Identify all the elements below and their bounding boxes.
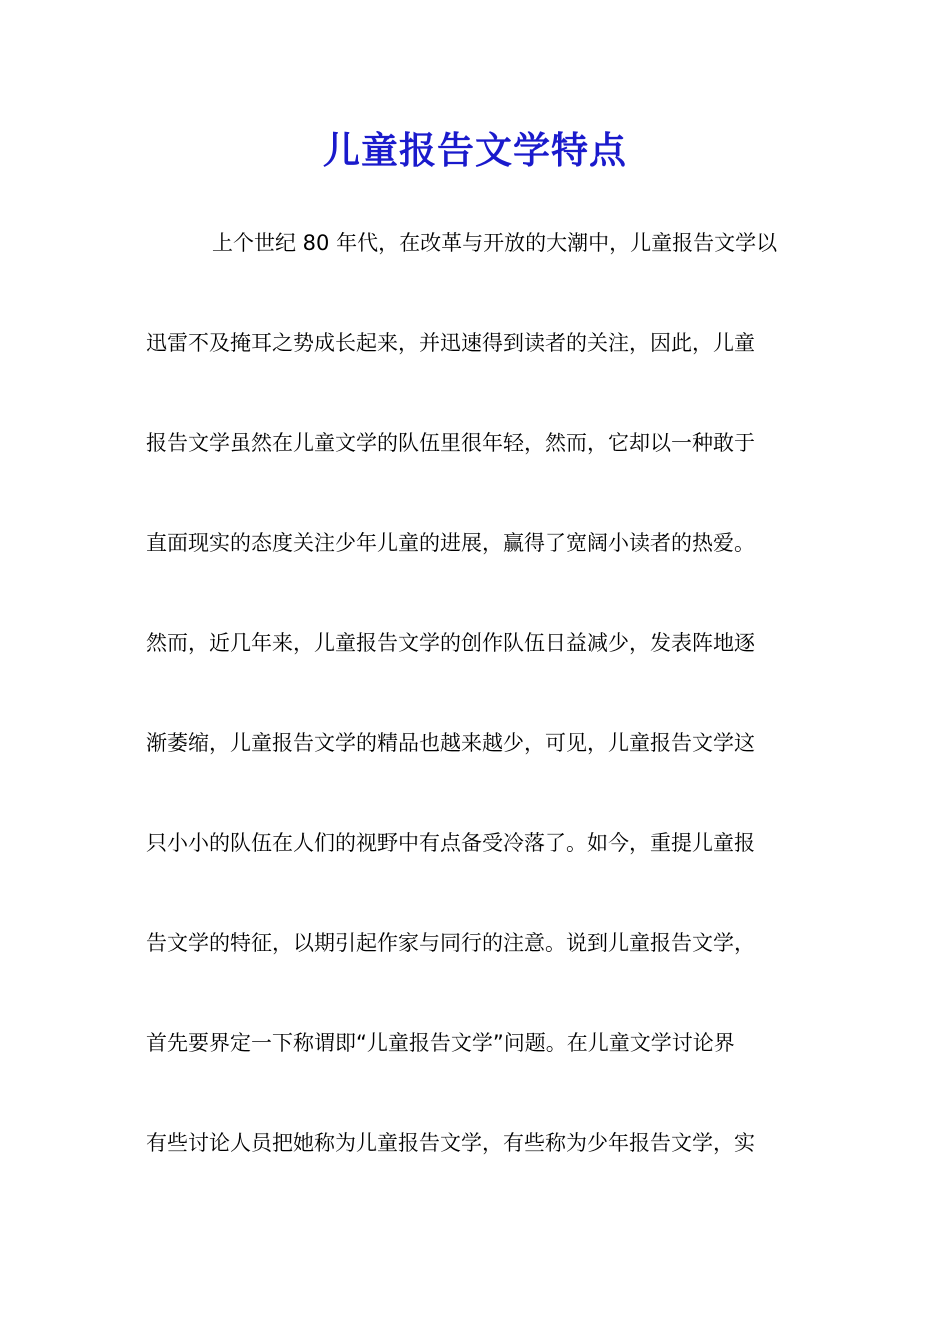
document-title: 儿童报告文学特点 (323, 128, 627, 172)
paragraph-line: 然而，近几年来，儿童报告文学的创作队伍日益减少，发表阵地逐 (146, 631, 755, 655)
paragraph-line: 只小小的队伍在人们的视野中有点备受冷落了。如今，重提儿童报 (146, 831, 755, 855)
paragraph-line: 有些讨论人员把她称为儿童报告文学，有些称为少年报告文学，实 (146, 1131, 755, 1155)
paragraph-line: 迅雷不及掩耳之势成长起来，并迅速得到读者的关注，因此，儿童 (146, 331, 755, 355)
paragraph-line: 渐萎缩，儿童报告文学的精品也越来越少，可见，儿童报告文学这 (146, 731, 755, 755)
paragraph-line: 直面现实的态度关注少年儿童的进展，赢得了宽阔小读者的热爱。 (146, 531, 755, 555)
paragraph-line: 告文学的特征，以期引起作家与同行的注意。说到儿童报告文学， (146, 931, 755, 955)
paragraph-line: 报告文学虽然在儿童文学的队伍里很年轻，然而，它却以一种敢于 (146, 431, 755, 455)
document-body (146, 217, 808, 1217)
paragraph-line: 上个世纪 80 年代，在改革与开放的大潮中，儿童报告文学以 (212, 231, 778, 255)
paragraph-line: 首先要界定一下称谓即“儿童报告文学”问题。在儿童文学讨论界 (146, 1031, 735, 1055)
